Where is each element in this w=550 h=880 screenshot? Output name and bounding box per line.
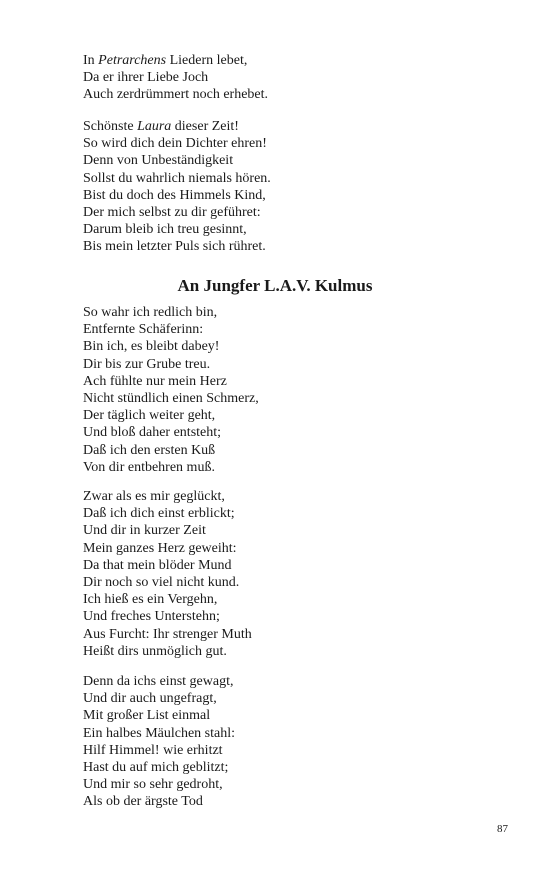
verse-line: Nicht stündlich einen Schmerz,: [83, 390, 259, 406]
verse-line: Schönste Laura dieser Zeit!: [83, 119, 239, 134]
verse-line: Mit großer List einmal: [83, 708, 211, 724]
verse-line: Der mich selbst zu dir geführet:: [83, 204, 261, 220]
verse-line: Und freches Unterstehn;: [83, 609, 220, 625]
verse-line: Dir noch so viel nicht kund.: [83, 574, 240, 590]
verse-line: Ach fühlte nur mein Herz: [83, 373, 227, 389]
verse-line: Der täglich weiter geht,: [83, 408, 216, 424]
verse-line: So wahr ich redlich bin,: [83, 305, 218, 320]
verse-line: Heißt dirs unmöglich gut.: [83, 643, 227, 659]
verse-line: Sollst du wahrlich niemals hören.: [83, 170, 271, 186]
verse-line: Mein ganzes Herz geweiht:: [83, 540, 237, 556]
verse-line: Entfernte Schäferinn:: [83, 322, 204, 338]
stanza-top-2: [83, 118, 483, 256]
stanza-top-1: [83, 52, 483, 104]
verse-line: Denn da ichs einst gewagt,: [83, 674, 234, 689]
verse-line: So wird dich dein Dichter ehren!: [83, 136, 267, 152]
verse-line: Aus Furcht: Ihr strenger Muth: [83, 626, 252, 642]
verse-line: Dir bis zur Grube treu.: [83, 356, 211, 372]
verse-line: Hilf Himmel! wie erhitzt: [83, 742, 223, 758]
poem-title: An Jungfer L.A.V. Kulmus: [177, 276, 373, 295]
verse-line: Und mir so sehr gedroht,: [83, 777, 223, 793]
verse-line: In Petrarchens Liedern lebet,: [83, 53, 248, 68]
stanza-3: [83, 673, 483, 811]
verse-line: Bist du doch des Himmels Kind,: [83, 187, 266, 203]
stanza-2: [83, 488, 483, 660]
verse-line: Ein halbes Mäulchen stahl:: [83, 725, 236, 741]
page-number: 87: [497, 823, 508, 835]
verse-line: Hast du auf mich geblitzt;: [83, 759, 229, 775]
verse-line: Ich hieß es ein Vergehn,: [83, 592, 218, 608]
verse-line: Und dir auch ungefragt,: [83, 691, 217, 707]
stanza-1: [83, 304, 483, 476]
verse-line: Und bloß daher entsteht;: [83, 425, 222, 441]
verse-line: Und dir in kurzer Zeit: [83, 523, 206, 539]
verse-line: Auch zerdrümmert noch erhebet.: [83, 87, 269, 103]
verse-line: Bin ich, es bleibt dabey!: [83, 339, 220, 355]
verse-line: Zwar als es mir geglückt,: [83, 489, 225, 504]
verse-line: Darum bleib ich treu gesinnt,: [83, 222, 247, 238]
verse-line: Denn von Unbeständigkeit: [83, 153, 234, 169]
verse-line: Daß ich dich einst erblickt;: [83, 506, 235, 522]
verse-line: Bis mein letzter Puls sich rühret.: [83, 239, 266, 255]
verse-line: Daß ich den ersten Kuß: [83, 442, 216, 458]
verse-line: Von dir entbehren muß.: [83, 459, 215, 475]
verse-line: Als ob der ärgste Tod: [83, 794, 203, 810]
verse-line: Da that mein blöder Mund: [83, 557, 232, 573]
verse-line: Da er ihrer Liebe Joch: [83, 70, 209, 86]
